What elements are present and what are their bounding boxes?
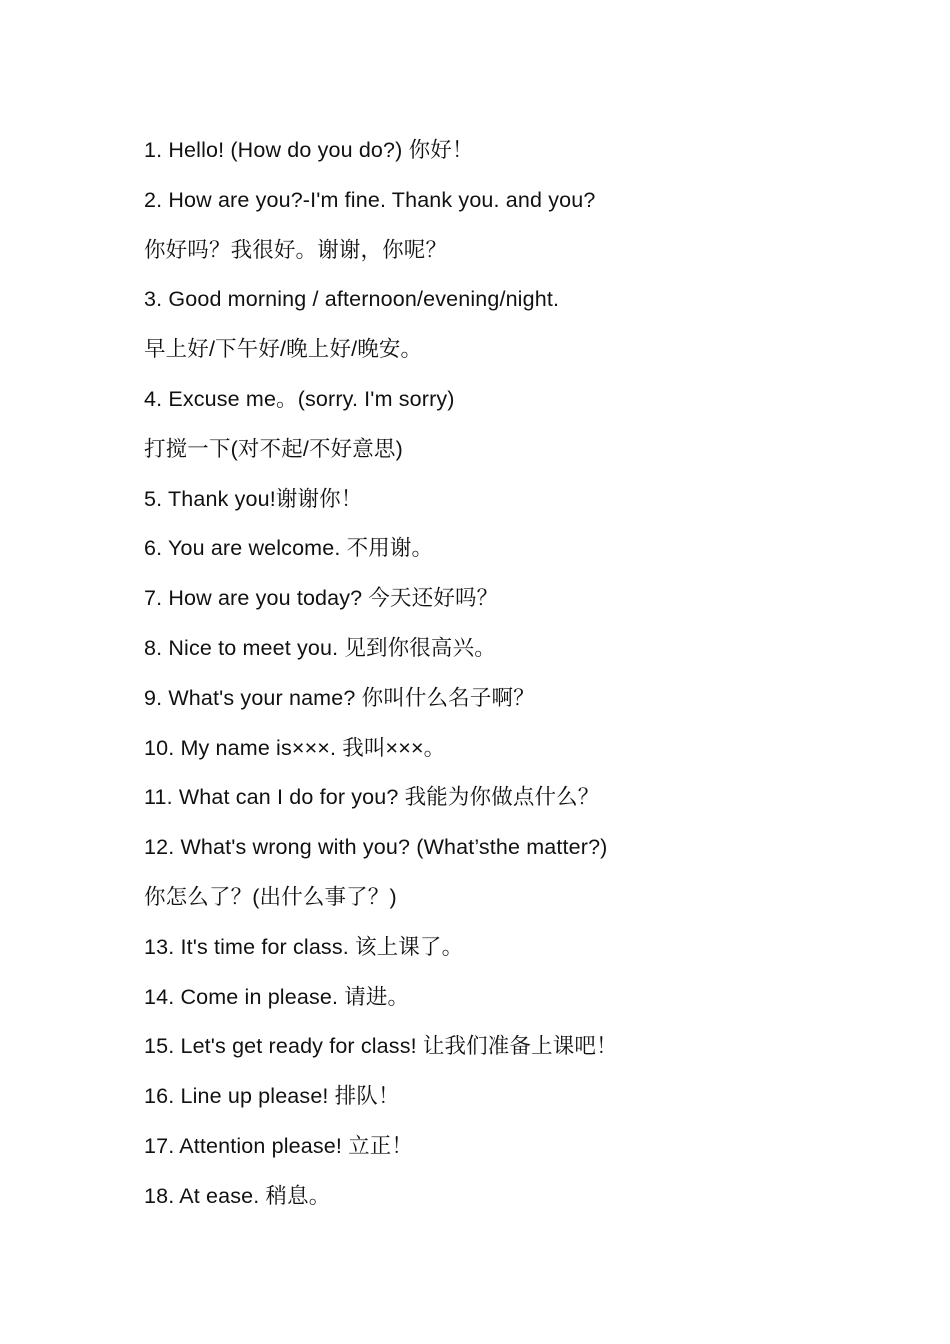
phrase-translation-line: 你好吗？我很好。谢谢，你呢？ — [144, 237, 448, 262]
phrase-line: 4. Excuse me。(sorry. I'm sorry) — [144, 386, 455, 411]
phrase-line: 16. Line up please! 排队！ — [144, 1084, 400, 1109]
phrase-line: 17. Attention please! 立正！ — [144, 1133, 414, 1158]
phrase-translation-line: 打搅一下(对不起/不好意思) — [144, 436, 403, 461]
phrase-translation-line: 你怎么了？(出什么事了？) — [144, 884, 397, 909]
phrase-line: 9. What's your name? 你叫什么名子啊？ — [144, 685, 535, 710]
phrase-line: 1. Hello! (How do you do?) 你好！ — [144, 138, 474, 162]
phrase-line: 8. Nice to meet you. 见到你很高兴。 — [144, 635, 496, 660]
phrase-line: 18. At ease. 稍息。 — [144, 1183, 331, 1208]
phrase-line: 2. How are you?-I'm fine. Thank you. and you? — [144, 187, 596, 212]
phrase-line: 12. What's wrong with you? (What’sthe matter?) — [144, 835, 608, 860]
phrase-list — [144, 126, 904, 1222]
phrase-line: 3. Good morning / afternoon/evening/night. — [144, 287, 560, 312]
phrase-line: 13. It's time for class. 该上课了。 — [144, 934, 464, 959]
phrase-line: 7. How are you today? 今天还好吗？ — [144, 586, 499, 611]
phrase-line: 6. You are welcome. 不用谢。 — [144, 536, 434, 561]
phrase-translation-line: 早上好/下午好/晚上好/晚安。 — [144, 337, 423, 362]
phrase-line: 14. Come in please. 请进。 — [144, 984, 410, 1009]
phrase-line: 10. My name is×××. 我叫×××。 — [144, 735, 446, 760]
phrase-line: 5. Thank you!谢谢你！ — [144, 486, 363, 511]
phrase-line: 11. What can I do for you? 我能为你做点什么？ — [144, 785, 600, 810]
phrase-line: 15. Let's get ready for class! 让我们准备上课吧！ — [144, 1034, 618, 1059]
